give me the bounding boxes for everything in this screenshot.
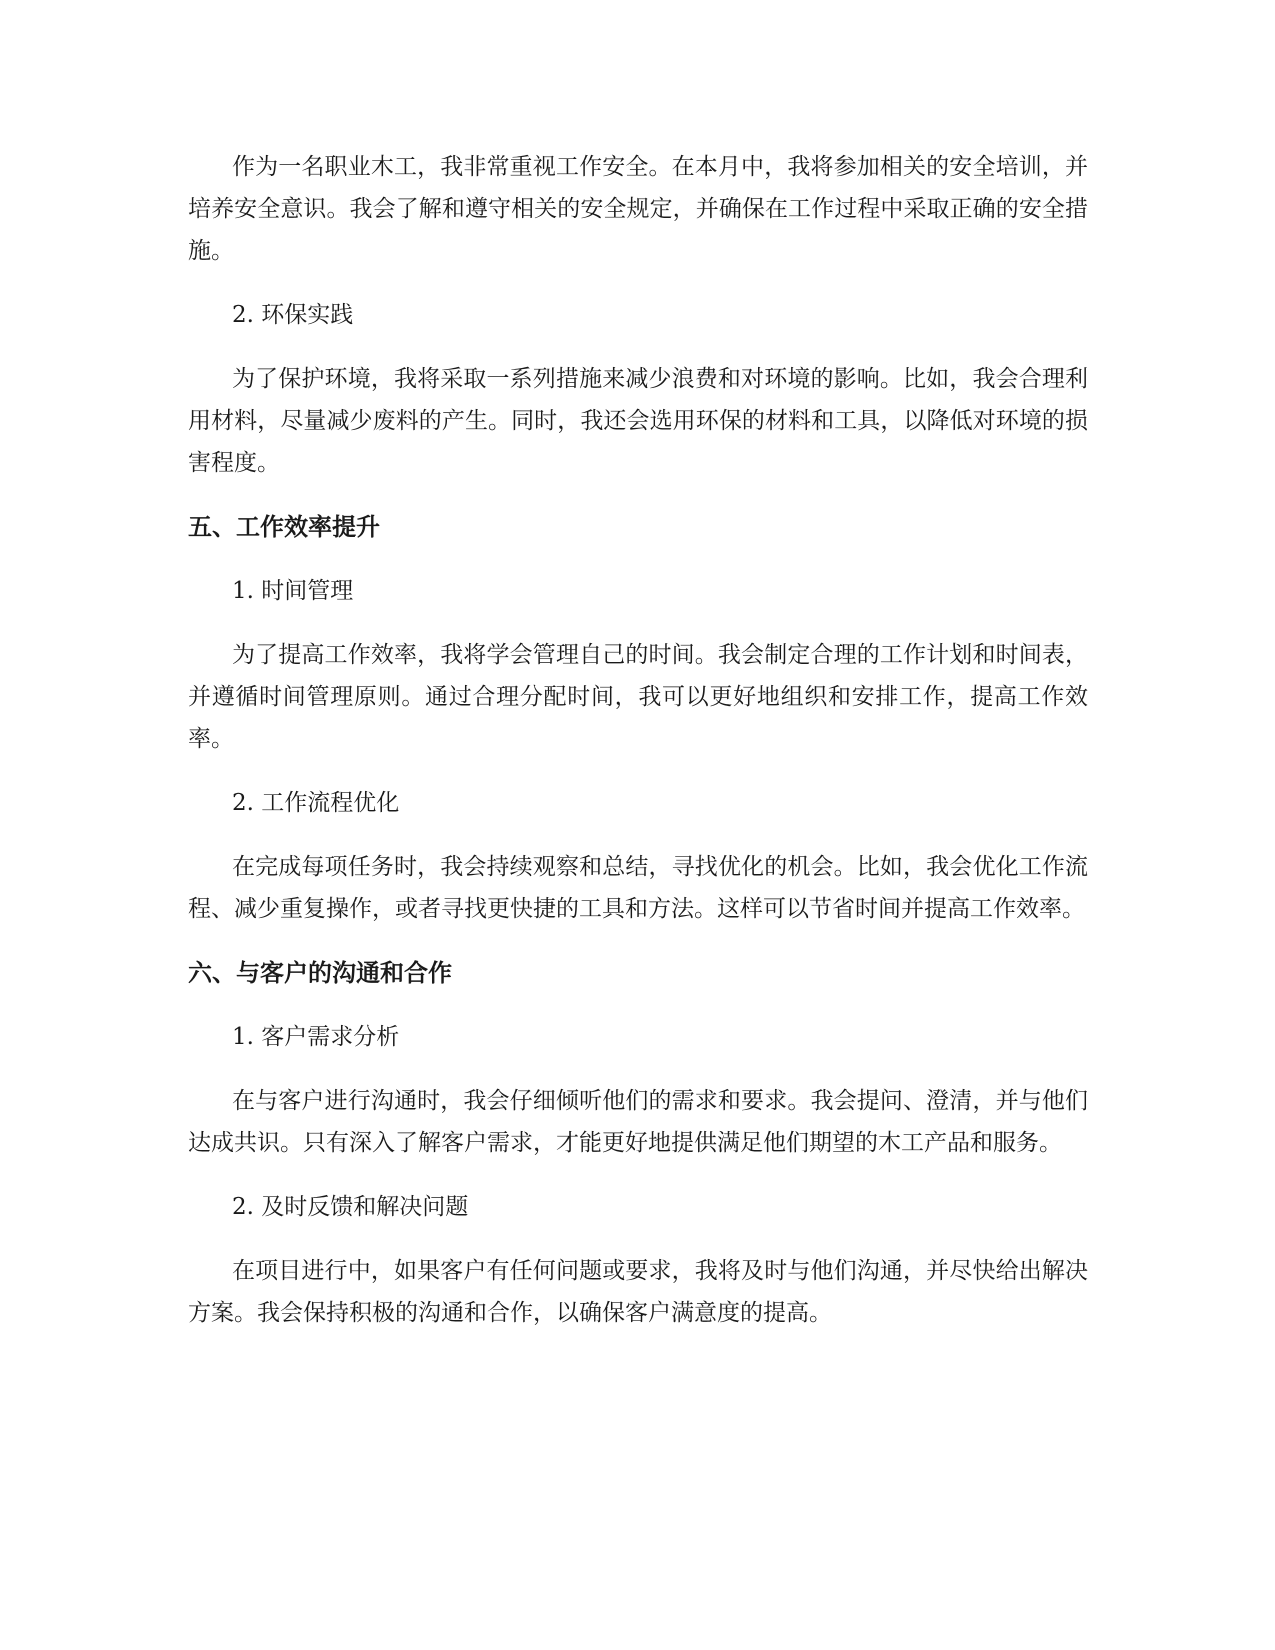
subheading-client-needs: 1. 客户需求分析	[232, 1024, 400, 1050]
paragraph-time-management: 为了提高工作效率，我将学会管理自己的时间。我会制定合理的工作计划和时间表，并遵循时间管理原则。通过合理分配时间，我可以更好地组织和安排工作，提高工作效率。	[188, 642, 1088, 752]
paragraph-safety: 作为一名职业木工，我非常重视工作安全。在本月中，我将参加相关的安全培训，并培养安全意识。我会了解和遵守相关的安全规定，并确保在工作过程中采取正确的安全措施。	[188, 154, 1088, 264]
subheading-workflow: 2. 工作流程优化	[232, 790, 400, 816]
document-page	[188, 146, 1088, 1334]
subheading-feedback: 2. 及时反馈和解决问题	[232, 1194, 469, 1220]
section-heading-client: 六、与客户的沟通和合作	[188, 959, 452, 987]
paragraph-eco-practice: 为了保护环境，我将采取一系列措施来减少浪费和对环境的影响。比如，我会合理利用材料，尽量减少废料的产生。同时，我还会选用环保的材料和工具，以降低对环境的损害程度。	[188, 366, 1088, 476]
paragraph-workflow: 在完成每项任务时，我会持续观察和总结，寻找优化的机会。比如，我会优化工作流程、减少重复操作，或者寻找更快捷的工具和方法。这样可以节省时间并提高工作效率。	[188, 854, 1088, 922]
subheading-eco-practice: 2. 环保实践	[232, 302, 354, 328]
paragraph-client-needs: 在与客户进行沟通时，我会仔细倾听他们的需求和要求。我会提问、澄清，并与他们达成共识。只有深入了解客户需求，才能更好地提供满足他们期望的木工产品和服务。	[188, 1088, 1088, 1156]
section-heading-efficiency: 五、工作效率提升	[188, 513, 380, 541]
subheading-time-management: 1. 时间管理	[232, 578, 354, 604]
paragraph-feedback: 在项目进行中，如果客户有任何问题或要求，我将及时与他们沟通，并尽快给出解决方案。我会保持积极的沟通和合作，以确保客户满意度的提高。	[188, 1258, 1088, 1326]
